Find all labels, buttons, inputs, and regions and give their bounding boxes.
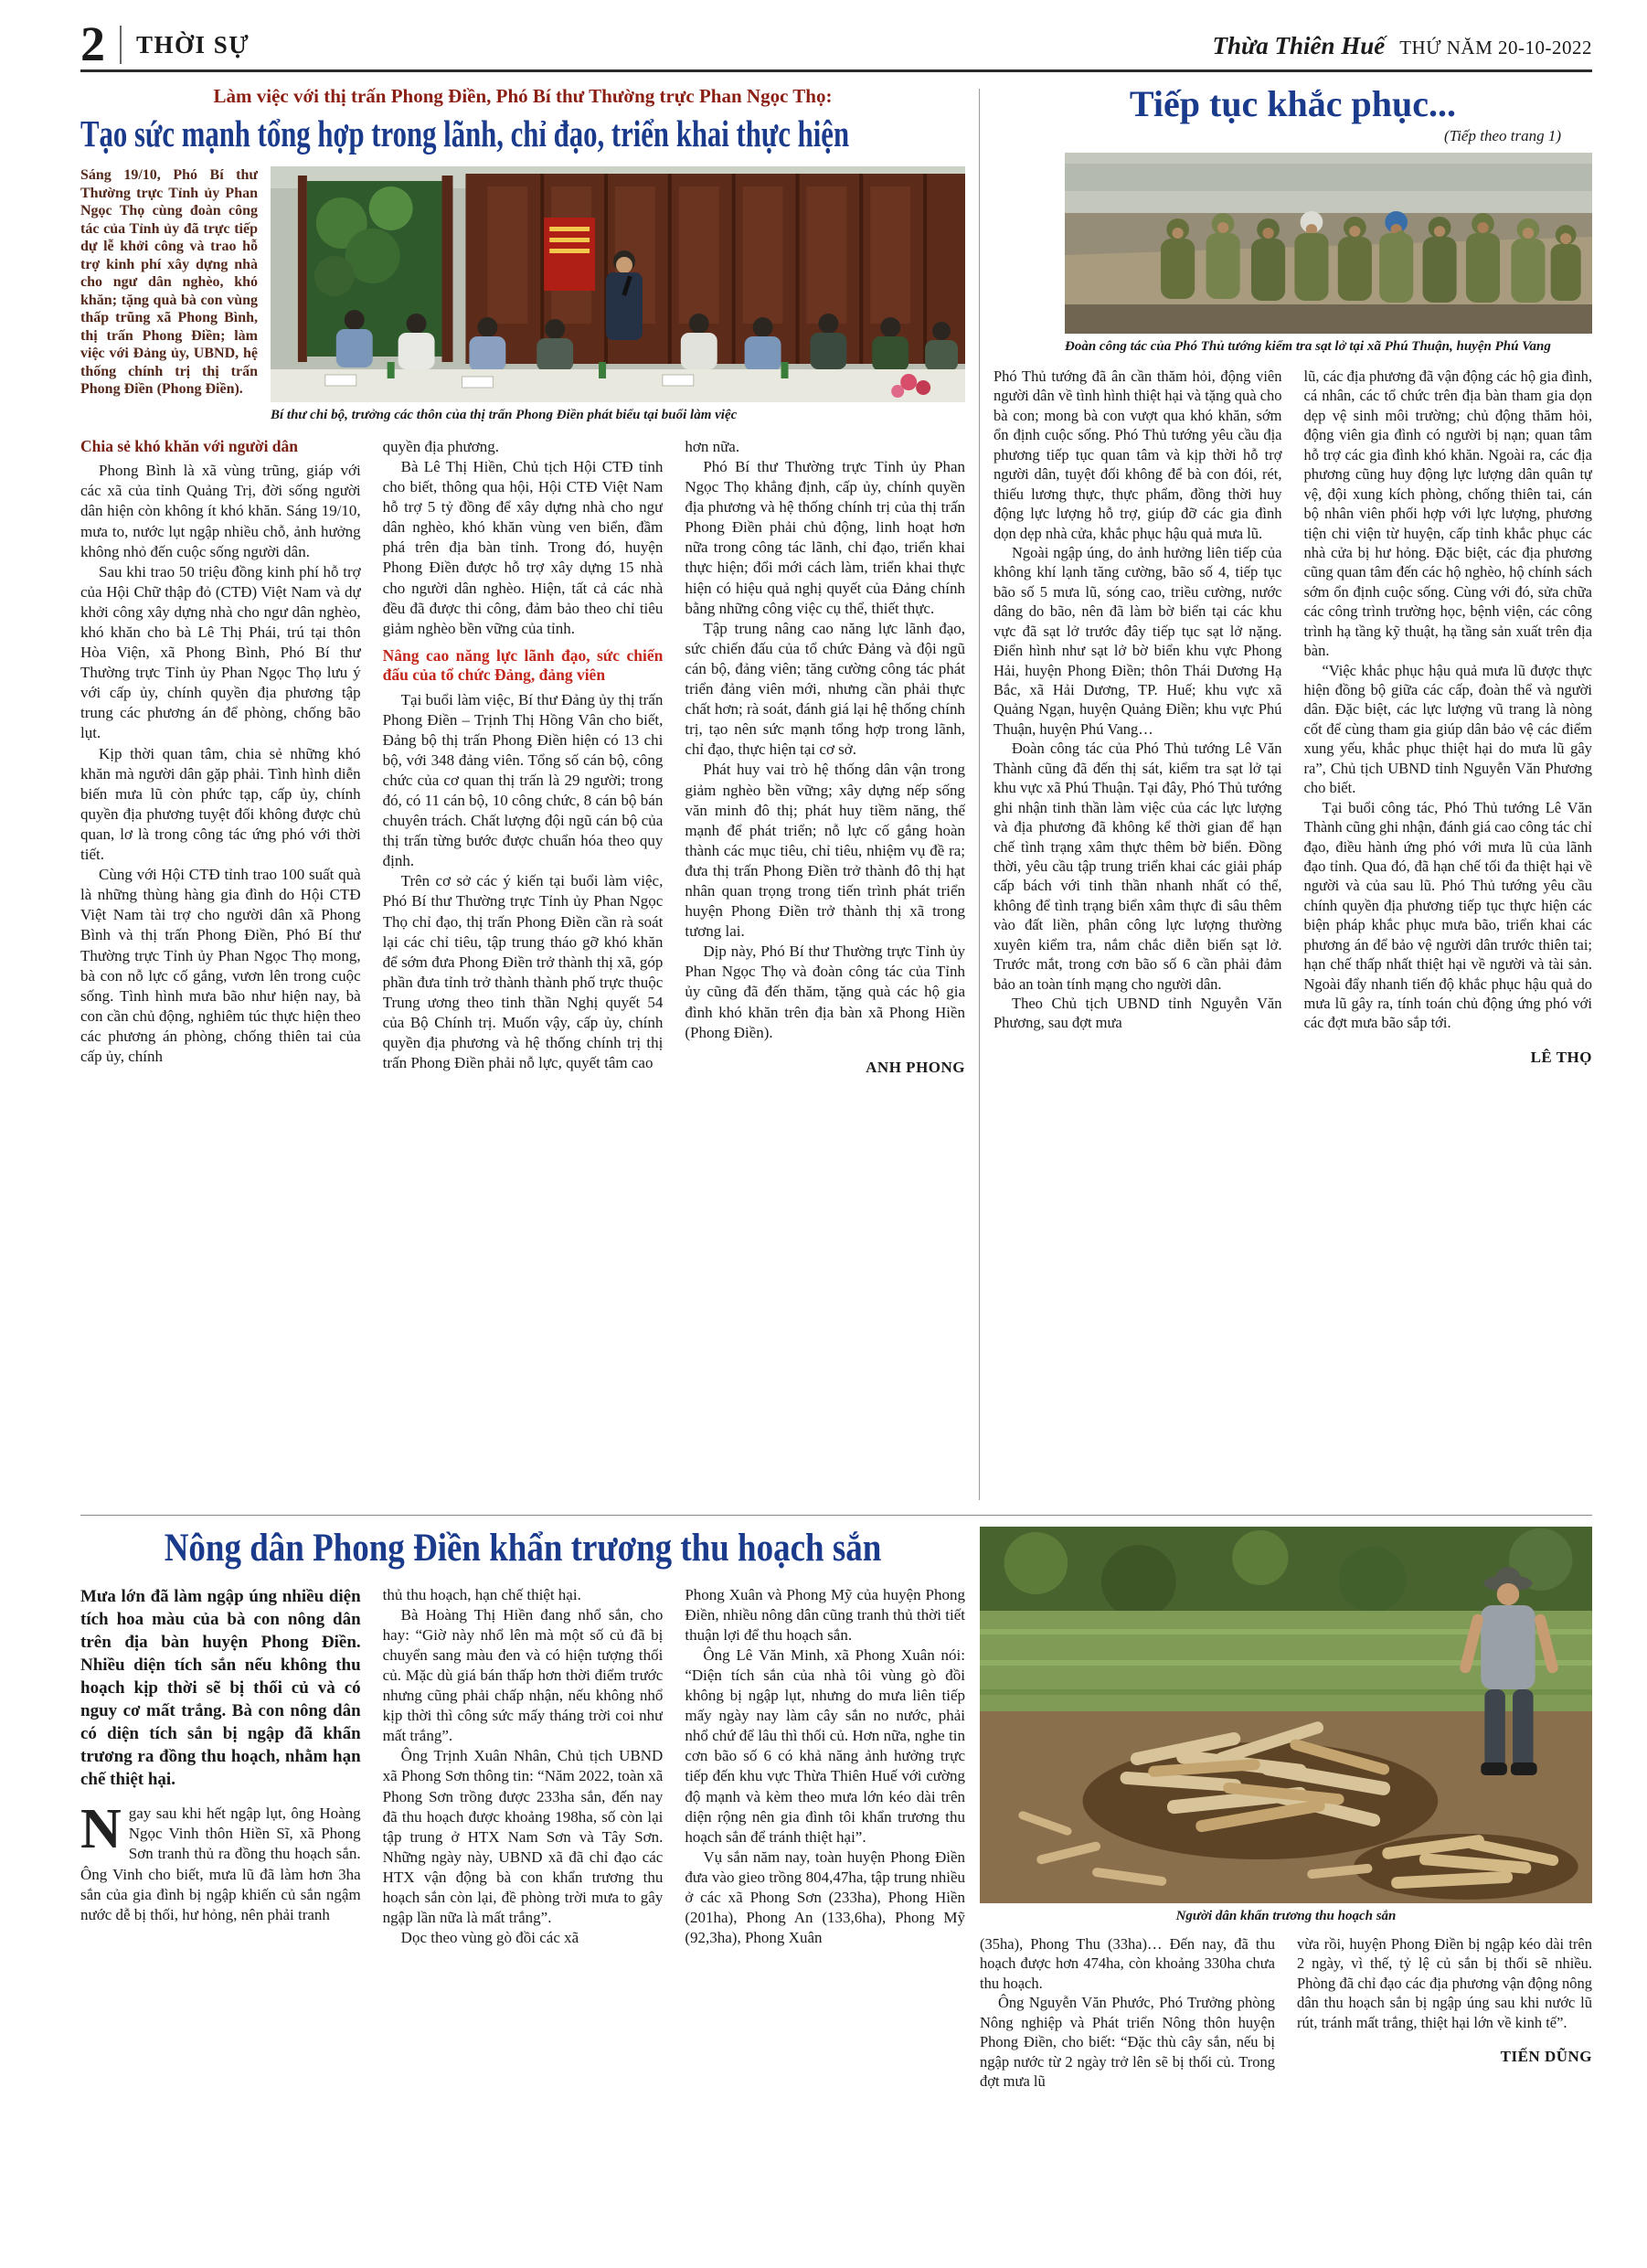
byline-le-tho: LÊ THỌ (1530, 1048, 1592, 1066)
text-column-2 (383, 437, 664, 1500)
section-title: THỜI SỰ (136, 31, 250, 59)
paragraph: Cùng với Hội CTĐ tỉnh trao 100 suất quà là những thùng hàng gia đình do Hội CTĐ Việt Nam tài trợ cho người dân xã Phong Bình và thị trấn Phong Điền, Phó Bí thư Thường trực Tỉnh ủy Phan Ngọc Thọ mong, bà con nỗ lực cố gắng, vươn lên trong cuộc sống. Tình hình mưa bão như hiện nay, bà con cần chủ động, nghiêm túc thực hiện theo các phương án phòng, chống thiên tai của cấp ủy, chính (80, 866, 361, 1065)
paragraph: lũ, các địa phương đã vận động các hộ gia đình, cá nhân, các tổ chức trên địa bàn tham gia dọn dẹp vệ sinh môi trường; chủ động thăm hỏi, động viên gia đình có người bị nạn; quan tâm hỗ trợ các gia đình khó khăn. Ngoài ra, các địa phương cũng huy động lực lượng dân quân tự vệ, đội xung kích phòng, chống thiên tai, cán bộ nhân viên phối hợp với lực lượng, phương tiện chi viện từ huyện, cấp tỉnh khắc phục các nhà cửa bị hư hỏng. Đặc biệt, các địa phương cũng quan tâm đến các hộ nghèo, hộ chính sách sớm ổn định cuộc sống. Cùng với đó, sửa chữa các công trình trường học, bệnh viện, các công trình hạ tầng kỹ thuật, hạ tầng sản xuất trên địa bàn. (1303, 367, 1592, 660)
text-column-1 (80, 1585, 361, 2246)
dropcap-text: gay sau khi hết ngập lụt, ông Hoàng Ngọc Vinh thôn Hiền Sĩ, xã Phong Sơn tranh thủ ra đồng thu hoạch sắn. Ông Vinh cho biết, mưa lũ đã làm hơn 3ha sắn của gia đình bị ngập khiến củ sắn ngậm nước dễ bị thối, hư hỏng, nên phải tranh (80, 1805, 361, 1923)
paragraph: Đoàn công tác của Phó Thủ tướng Lê Văn Thành cũng đã đến thị sát, kiểm tra sạt lở tại khu vực xã Phú Thuận. Tại đây, Phó Thủ tướng ghi nhận tinh thần làm việc của các lực lượng và địa phương đã không kể thời gian để hạn chế tình trạng xâm thực thêm bờ biển. Đồng thời, yêu cầu tập trung triển khai các giải pháp cấp bách với tinh thần nhanh nhất có thể, không để tình trạng biển xâm thực đi sâu thêm vào đất liền, phân công lực lượng thường xuyên kiểm tra, nắm chắc diễn biến sạt lở. Trước mắt, trong cơn bão số 6 cần phải đảm bảo an toàn tính mạng cho người dân. (994, 740, 1282, 993)
paragraph: Phong Bình là xã vùng trũng, giáp với các xã của tỉnh Quảng Trị, đời sống người dân hiện còn không ít khó khăn. Sáng 19/10, mưa to, nước lụt ngập nhiều chỗ, ảnh hưởng không nhỏ đến cuộc sống người dân. (80, 462, 361, 560)
flood-photo-caption: Đoàn công tác của Phó Thủ tướng kiểm tra sạt lở tại xã Phú Thuận, huyện Phú Vang (1065, 339, 1551, 355)
text-column-5 (1297, 1934, 1592, 2246)
subheading-2: Nâng cao năng lực lãnh đạo, sức chiến đấu của tổ chức Đảng, đảng viên (382, 645, 664, 685)
paragraph: Tại buổi làm việc, Bí thư Đảng ủy thị trấn Phong Điền – Trịnh Thị Hồng Vân cho biết, Đảng bộ thị trấn Phong Điền hiện có 13 chi bộ, với 348 đảng viên. Tổng số cán bộ, công chức của cơ quan thị trấn là 29 người; trong đó, có 11 cán bộ, 10 công chức, 8 cán bộ bán chuyên trách. Chất lượng đội ngũ cán bộ của thị trấn từng bước được chuẩn hóa theo quy định. (382, 690, 664, 870)
bottom-band (80, 1527, 1592, 2246)
header-left (80, 16, 250, 71)
paragraph: vừa rồi, huyện Phong Điền bị ngập kéo dài trên 2 ngày, vì thế, tỷ lệ củ sắn bị thối sẽ nhiều. Phòng đã chỉ đạo các địa phương vận động nông dân thu hoạch sắn bị ngập úng sau khi nước lũ rút, tránh mất trắng, thiệt hại lớn về kinh tế”. (1297, 1935, 1592, 2031)
paragraph: Phó Thủ tướng đã ân cần thăm hỏi, động viên người dân về tình hình thiệt hại và tặng quà cho bà con; mong bà con vượt qua khó khăn, sớm ổn định cuộc sống. Phó Thủ tướng yêu cầu địa phương tiếp tục quan tâm và kịp thời hỗ trợ người dân, tuyệt đối không để bà con đói, rét, thiếu lương thực, thực phẩm, đồng thời huy động lực lượng hỗ trợ, giúp đỡ các gia đình dọn dẹp nhà cửa, khắc phục hậu quả mưa lũ. (994, 367, 1282, 542)
article-right-body (994, 367, 1592, 1500)
header-right (1213, 32, 1592, 64)
meeting-photo (271, 166, 965, 402)
column-paragraphs (994, 367, 1282, 1033)
cassava-photo-caption: Người dân khẩn trương thu hoạch sắn (1175, 1909, 1397, 1924)
dropcap-paragraph (80, 1798, 361, 1925)
issue-date: THỨ NĂM 20-10-2022 (1399, 37, 1592, 59)
article-main (80, 85, 965, 1500)
paragraph: hơn nữa. (685, 437, 740, 455)
paragraph: Phong Xuân và Phong Mỹ của huyện Phong Điền, nhiều nông dân cũng tranh thủ thời tiết thuận lợi để thu hoạch sắn. (685, 1585, 965, 1644)
vertical-rule (979, 89, 980, 1500)
paragraph: quyền địa phương. (382, 437, 499, 455)
paragraph: Phó Bí thư Thường trực Tỉnh ủy Phan Ngọc Thọ khẳng định, cấp ủy, chính quyền địa phương và hệ thống chính trị của thị trấn Phong Điền phải chủ động, linh hoạt hơn nữa trong công tác lãnh, chỉ đạo, triển khai thực hiện; đổi mới cách làm, triển khai thực hiện có hiệu quả nghị quyết của Đảng chính bằng những công việc cụ thể, thiết thực. (685, 458, 965, 617)
paragraph: Ngoài ngập úng, do ảnh hưởng liên tiếp của không khí lạnh tăng cường, bão số 4, tiếp tục bão số 5 mưa lũ, sóng cao, triều cường, nước dâng do bão, nên đã làm bờ biển tại các khu vực đã sạt lở trước đây tiếp tục sạt lở nặng. Điển hình như sạt lở bờ biển khu vực Phong Hải, huyện Phong Điền; thôn Thái Dương Hạ Bắc, xã Hải Dương, TP. Huế; khu vực xã Quảng Ngạn, huyện Quảng Điền; khu vực Phú Thuận, huyện Phú Vang… (994, 543, 1282, 738)
article-bottom-right (980, 1527, 1592, 2246)
column-paragraphs (80, 461, 361, 1067)
paragraph: Bà Lê Thị Hiền, Chủ tịch Hội CTĐ tỉnh cho biết, thông qua hội, Hội CTĐ Việt Nam hỗ trợ 5 tỷ đồng để xây dựng nhà cho ngư dân nghèo, khó khăn vùng ven biển, đầm phá trên địa bàn tỉnh. Trong đó, huyện Phong Điền được hỗ trợ xây dựng 15 nhà cho người dân nghèo. Hiện, tất cả các nhà đều đã được thi công, đảm bảo theo chỉ tiêu giảm nghèo bền vững của tỉnh. (382, 458, 664, 637)
paragraph: Dọc theo vùng gò đồi các xã (400, 1929, 579, 1947)
continuation-note: (Tiếp theo trang 1) (1444, 127, 1561, 145)
meeting-photo-figure (271, 166, 965, 424)
top-band (80, 85, 1592, 1500)
column-paragraphs (980, 1934, 1275, 2092)
article-right (994, 85, 1592, 1500)
article-bottom-left (80, 1527, 965, 2246)
text-column-2 (383, 1585, 664, 2246)
paragraph: Bà Hoàng Thị Hiền đang nhổ sắn, cho hay: “Giờ này nhổ lên mà một số củ đã bị chuyển sang màu đen và có hiện tượng thối củ. Mặc dù giá bán thấp hơn thời điểm trước nhưng cũng phải chấp nhận, nếu không nhổ kịp thời thì công sức mấy tháng trời coi như mất trắng”. (382, 1605, 664, 1745)
paragraph: Ông Lê Văn Minh, xã Phong Xuân nói: “Diện tích sắn của nhà tôi vùng gò đồi không bị ngập lụt, nhưng do mưa liên tiếp mấy ngày nay làm cây sắn no nước, phải nhổ chứ để lâu thì thối củ. Hơn nữa, nghe tin cơn bão số 6 có khả năng ảnh hưởng trực tiếp đến khu vực Thừa Thiên Huế với cường độ mạnh và kèm theo mưa lớn kéo dài trên diện rộng nên gia đình tôi khẩn trương thu hoạch sắn để tránh thiệt hại”. (685, 1645, 965, 1846)
column-paragraphs (383, 690, 664, 1074)
paragraph: Ông Trịnh Xuân Nhân, Chủ tịch UBND xã Phong Sơn thông tin: “Năm 2022, toàn xã Phong Sơn trồng được 233ha sắn, đến nay đã thu hoạch được khoảng 198ha, số còn lại tập trung ở HTX Nam Sơn và Tây Sơn. Những ngày này, UBND xã đã chỉ đạo các HTX vận động bà con khẩn trương thu hoạch sắn còn lại, đề phòng trời mưa to gây ngập lần nữa là mất trắng”. (382, 1747, 664, 1927)
column-paragraphs (1304, 367, 1593, 1033)
flood-photo (1065, 153, 1592, 334)
paragraph: Dịp này, Phó Bí thư Thường trực Tỉnh ủy Phan Ngọc Thọ và đoàn công tác của Tỉnh ủy cũng đã đến thăm, tặng quà các hộ gia đình khó khăn trên địa bàn xã Phong Hiền (Phong Điền). (685, 942, 965, 1041)
byline-tien-dung: TIẾN DŨNG (1500, 2048, 1592, 2066)
horizontal-rule (80, 1515, 1592, 1516)
dropcap-letter: N (80, 1798, 122, 1861)
meeting-photo-caption: Bí thư chi bộ, trưởng các thôn của thị trấn Phong Điền phát biểu tại buổi làm việc (271, 408, 738, 423)
header-divider (120, 26, 122, 64)
column-paragraphs (383, 437, 664, 639)
subheading-1: Chia sẻ khó khăn với người dân (80, 436, 299, 455)
paragraph: Sau khi trao 50 triệu đồng kinh phí hỗ trợ của Hội Chữ thập đỏ (CTĐ) Việt Nam và dự khởi công xây dựng nhà cho ngư dân nghèo, khó khăn cho bà Lê Thị Phái, trú tại thôn Hòa Viện, xã Phong Bình, Phó Bí thư Thường trực Tỉnh ủy Phan Ngọc Thọ lưu ý với cấp ủy, chính quyền địa phương tập trung các phương án để phòng, chống bão lụt. (80, 562, 361, 742)
paragraph: “Việc khắc phục hậu quả mưa lũ được thực hiện đồng bộ giữa các cấp, đoàn thể và người dân. Đặc biệt, các lực lượng vũ trang là nòng cốt để cùng tham gia giúp dân bảo vệ các điểm xung yếu, khắc phục thiệt hại do mưa lũ gây ra”, Chủ tịch UBND tỉnh Nguyễn Văn Phương cho biết. (1303, 661, 1592, 797)
text-column-3 (685, 437, 965, 1500)
article-right-headline: Tiếp tục khắc phục... (1129, 83, 1457, 125)
paragraph: (35ha), Phong Thu (33ha)… Đến nay, đã thu hoạch được hơn 474ha, còn khoảng 330ha chưa thu hoạch. (980, 1935, 1275, 1992)
cassava-photo (980, 1527, 1592, 1903)
article-main-top (80, 166, 965, 424)
paragraph: Tại buổi công tác, Phó Thủ tướng Lê Văn Thành cũng ghi nhận, đánh giá cao công tác chỉ đạo, điều hành ứng phó với mưa lũ của lãnh đạo tỉnh. Qua đó, đã hạn chế tối đa thiệt hại về người và của sau lũ. Phó Thủ tướng yêu cầu chính quyền địa phương tiếp tục thực hiện các biện pháp khắc phục mưa bão, triển khai các phương án để bảo vệ người dân trước thiên tai; hạn chế thấp nhất thiệt hại về người và tài sản. Ngoài đẩy nhanh tiến độ khắc phục hậu quả do mưa lũ gây ra, tính toán chủ động ứng phó với các đợt mưa bão sắp tới. (1303, 798, 1592, 1032)
paragraph: Theo Chủ tịch UBND tỉnh Nguyễn Văn Phương, sau đợt mưa (994, 995, 1282, 1032)
paragraph: Ông Nguyễn Văn Phước, Phó Trưởng phòng Nông nghiệp và Phát triển Nông thôn huyện Phong Điền, cho biết: “Đặc thù cây sắn, nếu bị ngập nước từ 2 ngày trở lên sẽ bị thối củ. Trong đợt mưa lũ (980, 1994, 1275, 2091)
paragraph: Vụ sắn năm nay, toàn huyện Phong Điền đưa vào gieo trồng 804,47ha, tập trung nhiều ở các xã Phong Sơn (233ha), Phong Hiền (201ha), Phong An (133,6ha), Phong Mỹ (92,3ha), Phong Xuân (685, 1847, 965, 1947)
byline-anh-phong: ANH PHONG (866, 1058, 965, 1076)
article-bottom-columns (80, 1585, 965, 2246)
text-column-3 (685, 1585, 965, 2246)
article-bottom-headline: Nông dân Phong Điền khẩn trương thu hoạch sắn (164, 1527, 882, 1571)
page-number: 2 (80, 16, 105, 71)
text-column-4 (980, 1934, 1275, 2246)
column-paragraphs (685, 437, 965, 1043)
paragraph: Phát huy vai trò hệ thống dân vận trong giảm nghèo bền vững; xây dựng nếp sống văn minh đô thị; phát huy tiềm năng, thế mạnh để phát triển; nỗ lực cố gắng hoàn thành các mục tiêu, chỉ tiêu, nhiệm vụ đề ra; đưa thị trấn Phong Điền trở thành đô thị hạt nhân quan trọng trong tiến trình phát triển huyện Phong Điền trở thành thị xã trong tương lai. (685, 761, 965, 941)
masthead: Thừa Thiên Huế (1212, 32, 1386, 60)
article-main-headline: Tạo sức mạnh tổng hợp trong lãnh, chỉ đạo, triển khai thực hiện (80, 112, 850, 155)
text-column-2 (1304, 367, 1593, 1500)
text-column-1 (994, 367, 1282, 1500)
paragraph: Tập trung nâng cao năng lực lãnh đạo, sức chiến đấu của tổ chức Đảng và đội ngũ cán bộ, đảng viên; tăng cường công tác phát triển đảng viên mới, nhưng cần phải thực chất hơn; rà soát, đánh giá lại hệ thống chính trị, tạo nên sức mạnh tổng hợp trong lãnh, chỉ đạo, thực hiện tại cơ sở. (685, 619, 965, 759)
column-paragraphs (685, 1585, 965, 1949)
page-header (80, 16, 1592, 72)
column-paragraphs (1297, 1934, 1592, 2032)
paragraph: Trên cơ sở các ý kiến tại buổi làm việc, Phó Bí thư Thường trực Tỉnh ủy Phan Ngọc Thọ chỉ đạo, thị trấn Phong Điền cần rà soát lại các chỉ tiêu, tập trung tháo gỡ khó khăn để sớm đưa Phong Điền trở thành thị xã, góp phần đưa tỉnh trở thành thành phố trực thuộc Trung ương theo tinh thần Nghị quyết 54 của Bộ Chính trị. Muốn vậy, cấp ủy, chính quyền địa phương và hệ thống chính trị thị trấn Phong Điền phải nỗ lực, quyết tâm cao (382, 872, 664, 1072)
text-column-1 (80, 437, 361, 1500)
paragraph: Kịp thời quan tâm, chia sẻ những khó khăn mà người dân gặp phải. Tình hình diễn biến mưa lũ còn phức tạp, cấp ủy, chính quyền địa phương tuyệt đối không được chủ quan, lơ là trong công tác ứng phó với thời tiết. (80, 744, 361, 864)
article-bottom-right-columns (980, 1934, 1592, 2246)
column-paragraphs (383, 1585, 664, 1949)
flood-photo-figure (1065, 153, 1592, 356)
article-kicker: Làm việc với thị trấn Phong Điền, Phó Bí thư Thường trực Phan Ngọc Thọ: (213, 85, 833, 108)
lead-paragraph: Mưa lớn đã làm ngập úng nhiều diện tích hoa màu của bà con nông dân trên địa bàn huyện Phong Điền. Nhiều diện tích sắn nếu không thu hoạch kịp thời sẽ bị thối củ và có nguy cơ mất trắng. Bà con nông dân có diện tích sắn bị ngập đã khẩn trương ra đồng thu hoạch, nhằm hạn chế thiệt hại. (80, 1586, 361, 1790)
lead-paragraph: Sáng 19/10, Phó Bí thư Thường trực Tỉnh ủy Phan Ngọc Thọ cùng đoàn công tác của Tỉnh ủy đã trực tiếp dự lễ khởi công và trao hỗ trợ kinh phí xây dựng nhà cho ngư dân nghèo, khó khăn; tặng quà bà con vùng thấp trũng xã Phong Bình, thị trấn Phong Điền; làm việc với Đảng ủy, UBND, hệ thống chính trị thị trấn Phong Điền (Phong Điền). (80, 167, 258, 398)
paragraph: thủ thu hoạch, hạn chế thiệt hại. (382, 1585, 581, 1603)
article-main-body (80, 437, 965, 1500)
cassava-photo-figure (980, 1527, 1592, 1925)
